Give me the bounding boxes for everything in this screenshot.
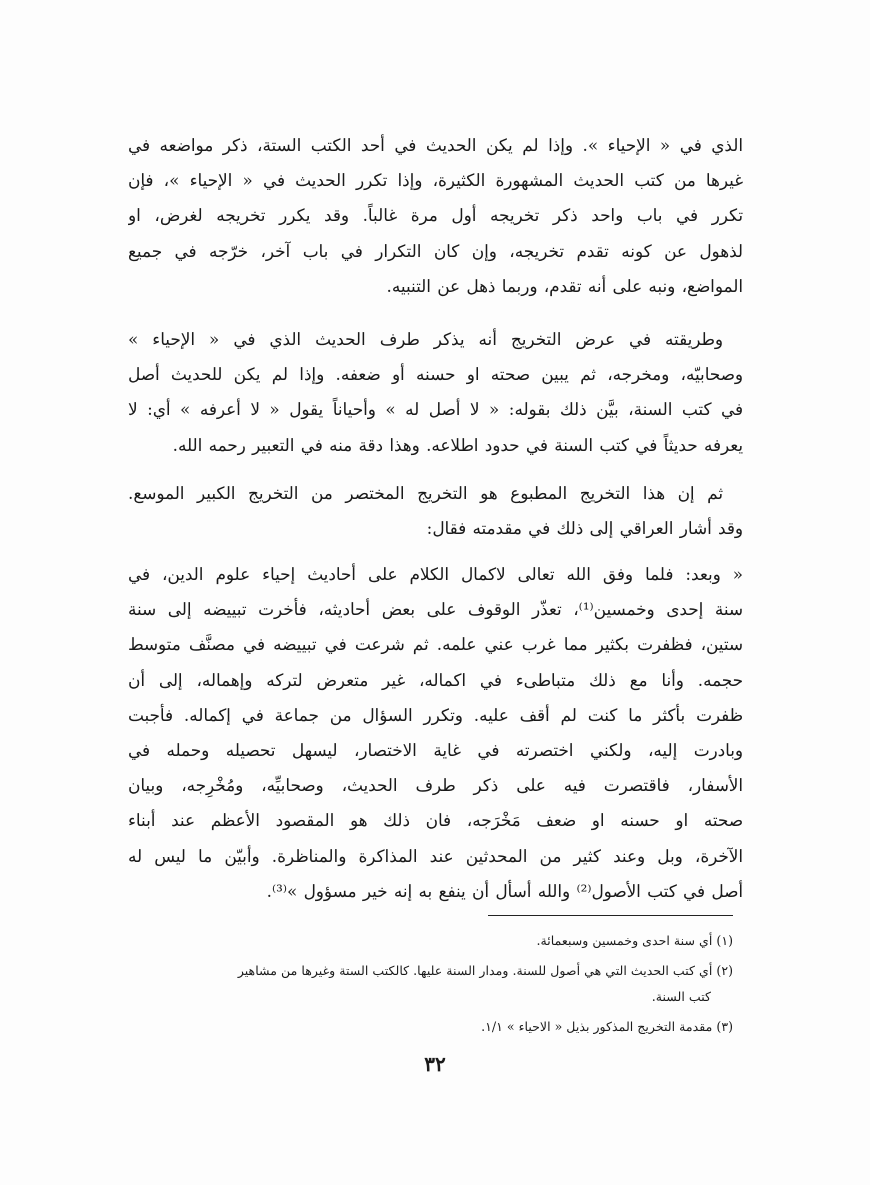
footnotes: [128, 928, 733, 1044]
text-line: صحته او حسنه او ضعف مَخْرَجه، فان ذلك هو المقصود الأعظم عند أبناء: [128, 810, 743, 831]
text-line: وصحابيّه، ومخرجه، ثم يبين صحته او حسنه أو ضعفه. وإذا لم يكن للحديث أصل: [128, 364, 743, 385]
text-line: الأسفار، فاقتصرت فيه على ذكر طرف الحديث، وصحابيِّه، ومُخْرِجه، وبيان: [128, 775, 743, 796]
footnote-marker: (٢): [716, 963, 733, 978]
text-line: الذي في « الإحياء ». وإذا لم يكن الحديث في أحد الكتب الستة، ذكر مواضعه في: [128, 135, 743, 155]
footnote-marker: (٣): [716, 1019, 733, 1034]
text-line: ستين، فظفرت بكثير مما غرب عني علمه. ثم شرعت في تبييضه في مصنَّف متوسط: [128, 634, 743, 655]
text-line: سنة إحدى وخمسين⁽¹⁾، تعذّر الوقوف على بعض أحاديثه، فأخرت تبييضه إلى سنة: [128, 599, 743, 620]
paragraph-quote: [128, 557, 743, 909]
text-line: المواضع، ونبه على أنه تقدم، وربما ذهل عن التنبيه.: [386, 275, 743, 296]
footnote-text: أي كتب الحديث التي هي أصول للسنة. ومدار السنة عليها. كالكتب الستة وغيرها من مشاهير: [237, 963, 713, 978]
text-line: وقد أشار العراقي إلى ذلك في مقدمته فقال:: [426, 518, 743, 539]
text-line: لذهول عن كونه تقدم تخريجه، وإن كان التكرار في باب آخر، خرّجه في جميع: [128, 240, 743, 261]
text-line: وطريقته في عرض التخريج أنه يذكر طرف الحديث الذي في « الإحياء »: [128, 329, 723, 349]
text-line: الآخرة، وبل وعند كثير من المحدثين عند المذاكرة والمناظرة. وأبيّن ما ليس له: [128, 845, 743, 866]
text-line: تكرر في باب واحد ذكر تخريجه أول مرة غالباً. وقد يكرر تخريجه لغرض، او: [128, 205, 743, 226]
footnote-divider: [488, 915, 733, 916]
paragraph-intro: [128, 128, 743, 304]
footnote-marker: (١): [716, 933, 733, 948]
text-line: أصل في كتب الأصول⁽²⁾ والله أسأل أن ينفع به إنه خير مسؤول »⁽³⁾.: [266, 880, 743, 901]
text-line: حجمه. وأنا مع ذلك متباطىء في اكماله، غير متعرض لتركه وإهماله، إلى أن: [128, 669, 743, 690]
text-line: في كتب السنة، بيَّن ذلك بقوله: « لا أصل له » وأحياناً يقول « لا أعرفه » أي: لا: [128, 399, 743, 420]
paragraph-method: [128, 322, 743, 463]
text-line: يعرفه حديثاً في كتب السنة في حدود اطلاعه. وهذا دقة منه في التعبير رحمه الله.: [172, 434, 743, 455]
footnote-1: [128, 928, 733, 954]
footnote-text: مقدمة التخريج المذكور بذيل « الاحياء » ١/١.: [481, 1019, 713, 1034]
text-line: « وبعد: فلما وفق الله تعالى لاكمال الكلام على أحاديث إحياء علوم الدين، في: [128, 564, 743, 584]
text-line: وبادرت إليه، ولكني اختصرته في غاية الاختصار، ليسهل تحصيله وحمله في: [128, 740, 743, 761]
text-line: غيرها من كتب الحديث المشهورة الكثيرة، وإذا تكرر الحديث في « الإحياء »، فإن: [128, 170, 743, 191]
footnote-text: أي سنة احدى وخمسين وسبعمائة.: [536, 933, 713, 948]
footnote-2: [128, 958, 733, 1010]
page-number: ٣٢: [424, 1052, 446, 1076]
text-line: ثم إن هذا التخريج المطبوع هو التخريج المختصر من التخريج الكبير الموسع.: [128, 483, 723, 503]
footnote-3: [128, 1014, 733, 1040]
paragraph-abridged: [128, 476, 743, 546]
text-line: ظفرت بأكثر ما كنت لم أقف عليه. وتكرر السؤال من جماعة في إكماله. فأجبت: [128, 704, 743, 725]
footnote-text-continuation: كتب السنة.: [651, 989, 711, 1004]
